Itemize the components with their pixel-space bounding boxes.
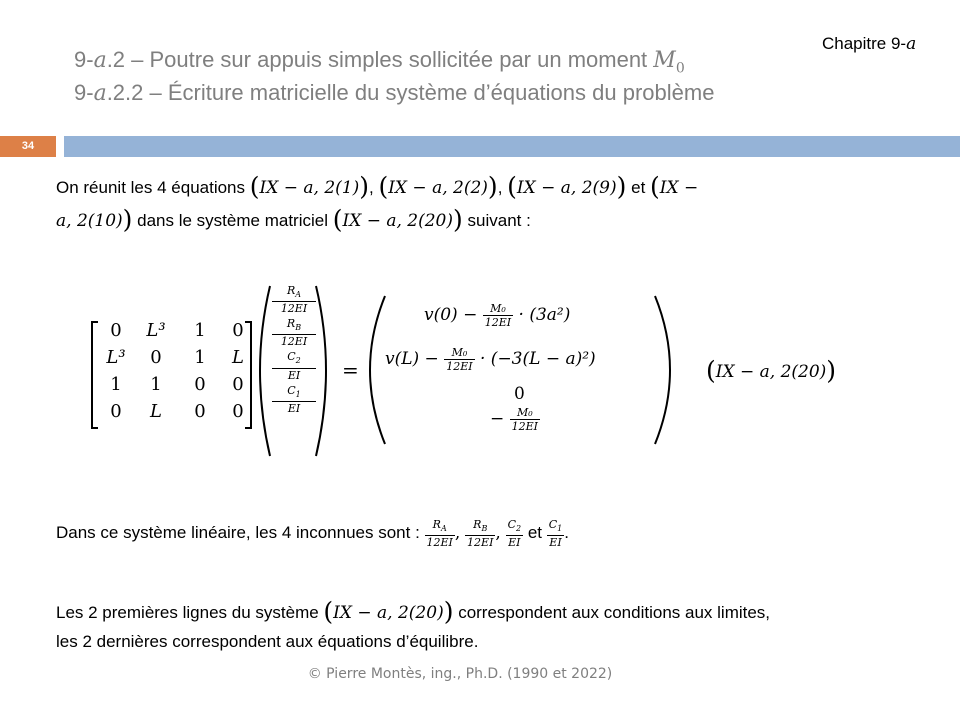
chapter-label [822, 34, 916, 54]
rhs2-post: · (−3(L − a)²) [480, 349, 596, 369]
para1-text3: suivant : [462, 211, 531, 230]
unknown-den: EI [287, 368, 301, 382]
frac-den: EI [549, 536, 562, 550]
title2-post: .2.2 – Écriture matricielle du système d’équations du problème [106, 80, 715, 105]
frac-num: $R_B$ [465, 518, 495, 536]
matrix-cell: 0 [110, 401, 122, 422]
matrix-cell: 1 [150, 374, 162, 395]
rhs-row-2 [385, 346, 596, 373]
equation-tag-text: IX − a, 2(20) [715, 362, 827, 382]
matrix-cell: 0 [194, 401, 206, 422]
frac-den: 12EI [426, 536, 453, 550]
eq-ref-5: IX − a, 2(20) [342, 211, 454, 231]
para1-text1: On réunit les 4 équations [56, 178, 250, 197]
unknown-den: EI [287, 401, 301, 415]
eq-ref-3: IX − a, 2(9) [516, 178, 617, 198]
footer-copyright: © Pierre Montès, ing., Ph.D. (1990 et 2022) [307, 666, 613, 682]
para2-comma: , [495, 523, 501, 544]
rhs4-frac [510, 406, 540, 433]
rhs-row-1 [424, 302, 570, 329]
unknown-num: $R_B$ [272, 317, 316, 335]
title1-pre: 9- [74, 47, 94, 72]
para2-text: Dans ce système linéaire, les 4 inconnues sont : [56, 523, 425, 543]
para3-eq-ref: IX − a, 2(20) [333, 603, 444, 623]
unknown-c1 [272, 384, 316, 415]
rhs1-post: · (3a²) [518, 305, 571, 325]
rhs2-num: M₀ [444, 346, 474, 360]
rhs1-den: 12EI [484, 316, 512, 329]
matrix-cell: 0 [150, 347, 162, 368]
rhs4-den: 12EI [511, 420, 539, 433]
slide-title-1 [74, 47, 685, 76]
rhs4-pre: − [490, 409, 505, 429]
matrix-cell: 1 [194, 347, 206, 368]
eq-ref-2: IX − a, 2(2) [388, 178, 488, 198]
title2-var: a [93, 81, 107, 106]
frac-num: $R_A$ [425, 518, 455, 536]
matrix-cell: L [150, 401, 162, 422]
para2-et: et [527, 523, 542, 543]
frac-num: $C_1$ [547, 518, 565, 536]
matrix-cell: 0 [110, 320, 122, 341]
matrix-cell: 0 [232, 320, 244, 341]
title1-var: a [93, 48, 107, 73]
rhs1-num: M₀ [483, 302, 513, 316]
unknown-ra [272, 284, 316, 315]
equation-tag: (IX − a, 2(20)) [706, 356, 837, 385]
matrix-cell: 1 [110, 374, 122, 395]
title1-sub: 0 [675, 60, 685, 77]
frac-num: $C_2$ [506, 518, 524, 536]
rhs-row-4 [490, 406, 540, 433]
para2 [56, 518, 569, 549]
eq-ref-4b: a, 2(10) [56, 211, 123, 231]
matrix-cell: 0 [232, 374, 244, 395]
eq-ref-4a: IX − [659, 178, 699, 198]
para2-frac-c1 [547, 518, 565, 549]
para1-text2: dans le système matriciel [132, 211, 333, 230]
para1-line2: a, 2(10)) dans le système matriciel (IX − a, 2(20)) suivant : [56, 205, 531, 234]
para3-line1: Les 2 premières lignes du système (IX − a, 2(20)) correspondent aux conditions aux limites, [56, 597, 771, 626]
matrix-cell: L³ [146, 320, 166, 341]
title2-pre: 9- [74, 80, 94, 105]
unknown-den: 12EI [280, 302, 308, 316]
frac-den: 12EI [467, 536, 494, 550]
slide-title-2 [74, 80, 714, 106]
unknowns-vector [272, 284, 316, 415]
para2-comma: , [454, 523, 461, 544]
rhs1-pre: v(0) − [424, 305, 478, 325]
chapter-var: a [906, 34, 917, 54]
para2-dot: . [564, 523, 569, 543]
header-rule-bar [64, 136, 960, 157]
rhs2-pre: v(L) − [385, 349, 439, 369]
matrix-cell: 1 [194, 320, 206, 341]
para3-pre: Les 2 premières lignes du système [56, 603, 324, 622]
rhs2-frac [444, 346, 474, 373]
unknown-den: 12EI [280, 335, 308, 349]
unknown-num: $C_1$ [272, 384, 316, 402]
title1-post: .2 – Poutre sur appuis simples sollicitée par un moment [106, 47, 654, 72]
matrix-cell: 0 [194, 374, 206, 395]
para3-post: correspondent aux conditions aux limites, [453, 603, 771, 622]
para1-line1: On réunit les 4 équations (IX − a, 2(1)), (IX − a, 2(2)), (IX − a, 2(9)) et (IX − [56, 172, 699, 201]
para3-line2: les 2 dernières correspondent aux équations d’équilibre. [56, 632, 479, 651]
matrix-cell: L [232, 347, 244, 368]
matrix-equation [0, 280, 960, 460]
slide-number: 34 [21, 140, 35, 152]
title1-M: M [653, 48, 676, 73]
matrix-cell: L³ [106, 347, 126, 368]
matrix-cell: 0 [232, 401, 244, 422]
chapter-text: Chapitre 9- [822, 34, 907, 53]
unknown-rb [272, 317, 316, 348]
unknown-num: $R_A$ [272, 284, 316, 302]
unknown-num: $C_2$ [272, 350, 316, 368]
eq-ref-1: IX − a, 2(1) [259, 178, 360, 198]
rhs-row-3: 0 [514, 384, 525, 404]
unknown-c2 [272, 350, 316, 381]
rhs2-den: 12EI [446, 360, 473, 373]
frac-den: EI [508, 536, 521, 550]
equals-sign: = [342, 358, 359, 382]
para2-frac-ra [425, 518, 455, 549]
para2-frac-c2 [506, 518, 524, 549]
para2-frac-rb [465, 518, 495, 549]
rhs1-frac [483, 302, 513, 329]
rhs4-num: M₀ [510, 406, 540, 420]
para1-sep1: , [368, 178, 379, 197]
para1-et: et [626, 178, 651, 197]
para1-sep2: , [497, 178, 508, 197]
